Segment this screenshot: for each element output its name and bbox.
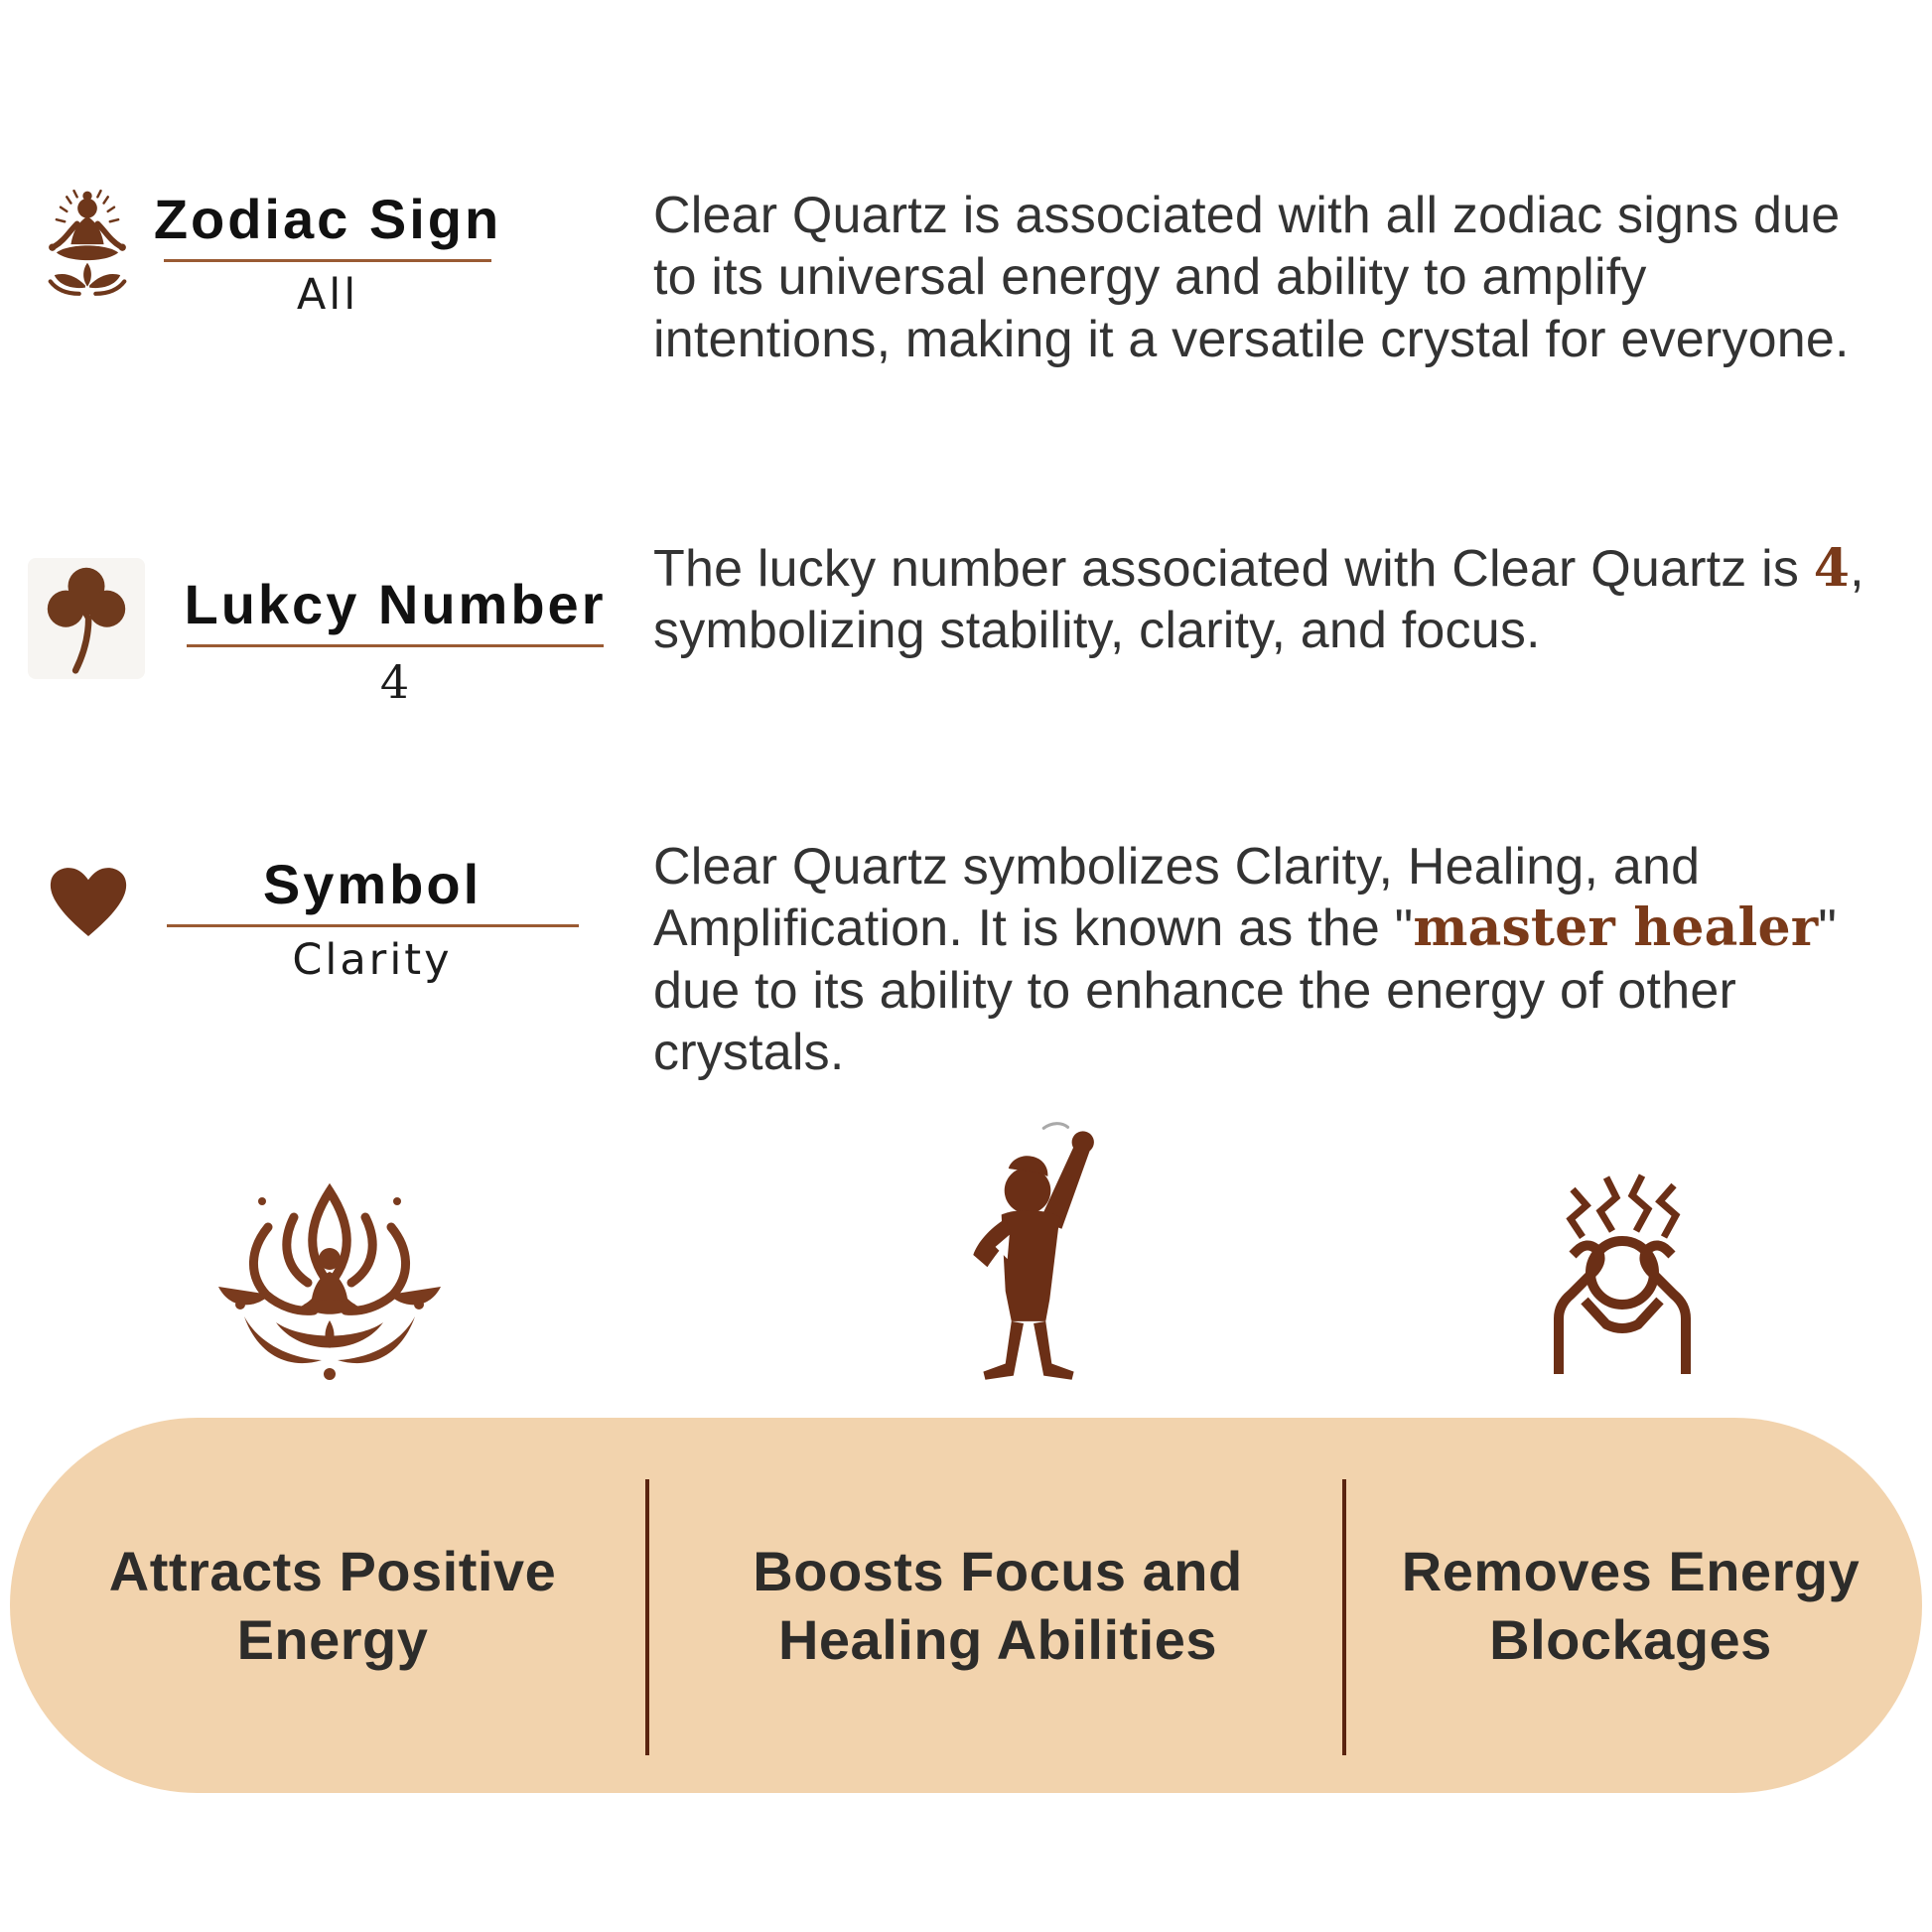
benefit-attracts-positive-energy [40, 1418, 625, 1793]
lucky-number-block [132, 573, 658, 709]
title-underline [167, 924, 579, 927]
paragraph-text: , symbolizing stability, clarity, and focus. [653, 540, 1864, 660]
paragraph-text: Clear Quartz symbolizes Clarity, Healing, and Amplification. It is known as the " [653, 838, 1701, 958]
benefit-removes-energy-blockages [1360, 1418, 1901, 1793]
zodiac-sign-value: All [296, 269, 359, 320]
title-underline [164, 259, 491, 262]
paragraph-lucky-number [653, 538, 1884, 662]
benefits-bar [10, 1418, 1922, 1793]
paragraph-text: The lucky number associated with Clear Quartz is [653, 540, 1814, 598]
benefit-label: Boosts Focus and Healing Abilities [753, 1539, 1243, 1671]
paragraph-accent: 4 [1813, 538, 1851, 599]
buddha-meditation-icon [36, 187, 139, 298]
headache-stress-icon [1523, 1156, 1722, 1382]
benefit-label: Attracts Positive Energy [108, 1539, 557, 1671]
title-underline [187, 644, 604, 647]
benefit-label: Removes Energy Blockages [1401, 1539, 1861, 1671]
divider [1342, 1479, 1346, 1755]
paragraph-accent: master healer [1413, 897, 1819, 959]
superhero-raised-fist-icon [951, 1120, 1102, 1384]
paragraph-zodiac [653, 185, 1855, 370]
lotus-meditation-icon [210, 1173, 449, 1386]
symbol-block [129, 853, 616, 985]
paragraph-symbol [653, 836, 1855, 1084]
zodiac-sign-title: Zodiac Sign [153, 188, 502, 250]
clover-icon [28, 558, 145, 679]
benefit-boosts-focus-healing [670, 1418, 1325, 1793]
lucky-number-title: Lukcy Number [184, 573, 607, 635]
paragraph-text: " due to its ability to enhance the energy of other crystals. [653, 899, 1838, 1082]
heart-icon [44, 860, 133, 941]
symbol-value: Clarity [292, 934, 453, 985]
symbol-title: Symbol [262, 853, 483, 915]
zodiac-sign-block [134, 188, 521, 320]
divider [645, 1479, 649, 1755]
paragraph-text: Clear Quartz is associated with all zodiac signs due to its universal energy and ability to amplify intentions, making it a versatile crystal for everyone. [653, 187, 1850, 368]
lucky-number-value: 4 [379, 654, 411, 709]
